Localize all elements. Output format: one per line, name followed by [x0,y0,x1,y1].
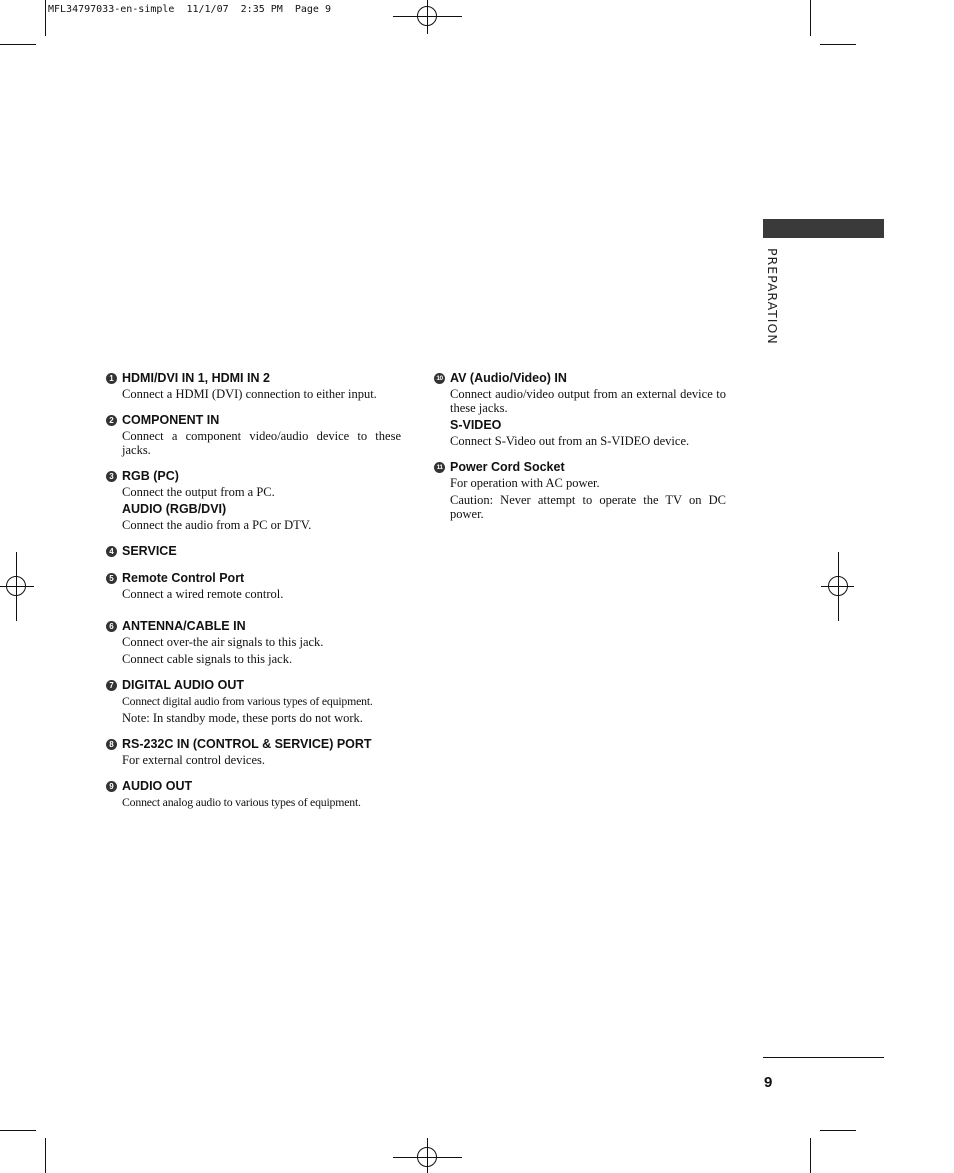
list-item-av-in [434,371,726,448]
number-badge: 11 [434,462,445,473]
crop-mark [820,44,856,45]
number-badge: 7 [106,680,117,691]
item-title: RS-232C IN (CONTROL & SERVICE) PORT [122,737,372,751]
crop-mark [820,1130,856,1131]
crop-mark [45,0,46,36]
crop-mark [45,1138,46,1173]
list-item-digital-audio [106,678,401,725]
number-badge: 2 [106,415,117,426]
item-description: For operation with AC power. [450,476,600,490]
section-label: PREPARATION [765,248,780,345]
registration-mark [6,576,26,596]
item-title: DIGITAL AUDIO OUT [122,678,244,692]
item-description: Connect S-Video out from an S-VIDEO device. [450,434,690,448]
list-item-audio-out [106,779,401,809]
right-column [434,371,726,521]
item-description: Connect a wired remote control. [122,587,284,601]
list-item-remote-port [106,571,401,601]
list-item-power-cord [434,460,726,521]
registration-mark [417,6,437,26]
item-title: HDMI/DVI IN 1, HDMI IN 2 [122,371,270,385]
item-description: Connect the output from a PC. [122,485,275,499]
item-description: Connect the audio from a PC or DTV. [122,518,312,532]
item-description: Connect audio/video output from an external device to these jacks. [450,387,726,415]
item-description: Connect cable signals to this jack. [122,652,293,666]
number-badge: 5 [106,573,117,584]
registration-mark [417,1147,437,1167]
number-badge: 8 [106,739,117,750]
list-item-rgb [106,469,401,532]
item-description: Connect analog audio to various types of equipment. [122,795,361,809]
print-header: MFL34797033-en-simple 11/1/07 2:35 PM Page 9 [48,4,331,15]
number-badge: 3 [106,471,117,482]
item-subtitle: S-VIDEO [450,418,502,432]
item-title: Power Cord Socket [450,460,565,474]
registration-mark [828,576,848,596]
section-bar [763,219,884,238]
list-item-rs232c [106,737,401,767]
number-badge: 6 [106,621,117,632]
left-column [106,371,401,809]
item-title: ANTENNA/CABLE IN [122,619,246,633]
list-item-hdmi [106,371,401,401]
item-title: AV (Audio/Video) IN [450,371,567,385]
crop-mark [0,44,36,45]
item-description: Connect a component video/audio device to these jacks. [122,429,401,457]
item-title: AUDIO OUT [122,779,193,793]
page-number: 9 [764,1074,773,1091]
list-item-antenna [106,619,401,666]
item-title: COMPONENT IN [122,413,220,427]
number-badge: 10 [434,373,445,384]
item-description: Connect over-the air signals to this jack. [122,635,324,649]
crop-mark [0,1130,36,1131]
item-title: Remote Control Port [122,571,245,585]
crop-mark [810,0,811,36]
item-description: For external control devices. [122,753,266,767]
item-note: Note: In standby mode, these ports do not work. [122,711,363,725]
item-title: SERVICE [122,544,177,558]
number-badge: 4 [106,546,117,557]
item-title: RGB (PC) [122,469,179,483]
number-badge: 1 [106,373,117,384]
item-description: Connect a HDMI (DVI) connection to either input. [122,387,377,401]
list-item-component [106,413,401,457]
footer-rule [763,1057,884,1058]
number-badge: 9 [106,781,117,792]
item-caution: Caution: Never attempt to operate the TV on DC power. [450,493,726,521]
list-item-service [106,544,401,559]
crop-mark [810,1138,811,1173]
item-subtitle: AUDIO (RGB/DVI) [122,502,227,516]
item-description: Connect digital audio from various types of equipment. [122,694,373,708]
